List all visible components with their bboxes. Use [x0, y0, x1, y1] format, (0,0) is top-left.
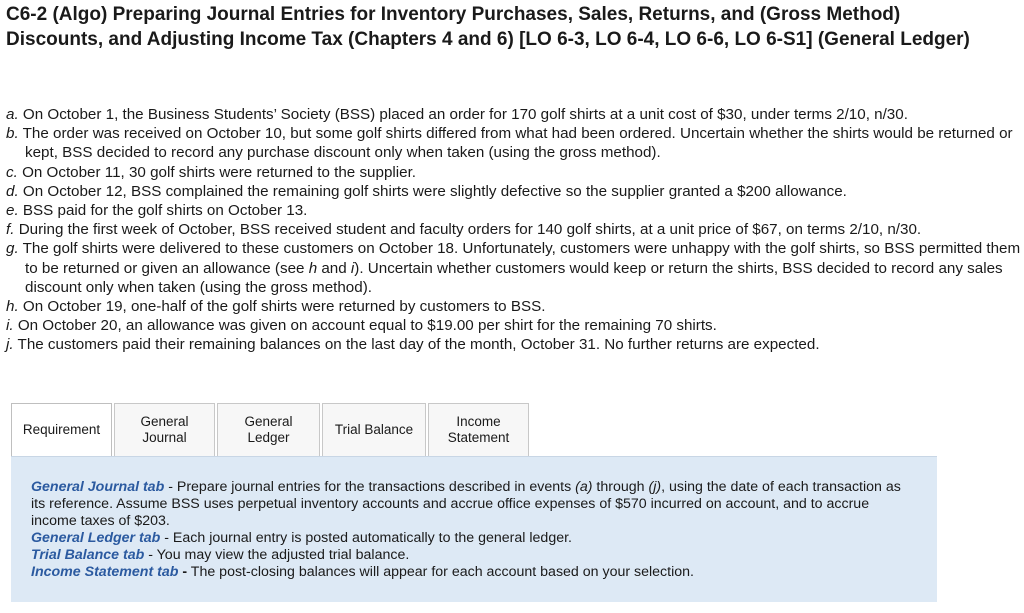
instruction-income-statement	[31, 564, 917, 581]
event-f	[6, 220, 1021, 239]
event-letter: j.	[6, 336, 14, 354]
requirement-panel	[11, 456, 937, 602]
instruction-dash: -	[178, 564, 188, 580]
event-text: The golf shirts were delivered to these customers on October 18. Unfortunately, customers were unhappy with the golf shirts, so BSS permitted them to be returned or given an allowance (see	[22, 240, 1021, 277]
tab-general-ledger[interactable]	[217, 403, 320, 456]
instruction-ref: (j)	[648, 479, 662, 495]
event-letter: d.	[6, 182, 19, 200]
event-letter: b.	[6, 125, 19, 143]
instruction-text: - Each journal entry is posted automatically to the general ledger.	[160, 530, 572, 546]
event-text: The customers paid their remaining balances on the last day of the month, October 31. No further returns are expected.	[17, 336, 820, 354]
event-letter: f.	[6, 221, 15, 239]
event-text: and	[317, 259, 351, 277]
tab-label: Trial Balance	[334, 422, 414, 437]
event-text: On October 1, the Business Students’ Society (BSS) placed an order for 170 golf shirts at a unit cost of $30, under terms 2/10, n/30.	[22, 106, 908, 123]
event-e	[6, 201, 1021, 220]
tab-label: Income Statement	[447, 414, 510, 445]
tab-trial-balance[interactable]	[322, 403, 426, 456]
event-text: ). Uncertain whether customers would keep or return the shirts, BSS decided to record any sales discount only when taken (using the gross method).	[25, 259, 1003, 296]
tab-income-statement[interactable]	[428, 403, 529, 456]
event-g	[6, 239, 1021, 297]
instruction-text: - Prepare journal entries for the transactions described in events	[164, 479, 576, 495]
event-h	[6, 297, 1021, 316]
event-ref: h	[308, 259, 318, 277]
event-d	[6, 182, 1021, 201]
tab-label: General Ledger	[244, 414, 293, 445]
event-letter: h.	[6, 298, 19, 316]
event-text: On October 11, 30 golf shirts were returned to the supplier.	[22, 163, 417, 181]
event-text: On October 19, one-half of the golf shirts were returned by customers to BSS.	[22, 298, 546, 316]
event-letter: g.	[6, 240, 19, 258]
tab-requirement[interactable]	[11, 403, 112, 456]
instruction-keyword: Income Statement tab	[31, 564, 179, 580]
instruction-trial-balance	[31, 547, 917, 564]
page-title: C6-2 (Algo) Preparing Journal Entries for Inventory Purchases, Sales, Returns, and (Gross Method) Discounts, and Adjusting Income Tax (Chapters 4 and 6) [LO 6-3, LO 6-4, LO 6-6, LO 6-S1] (General Ledger)	[6, 4, 970, 50]
event-text: During the first week of October, BSS received student and faculty orders for 140 golf shirts, at a unit price of $67, on terms 2/10, n/30.	[18, 221, 922, 239]
event-letter: a.	[6, 106, 19, 123]
tab-label: Requirement	[22, 422, 101, 437]
event-list	[6, 105, 1021, 355]
event-b	[6, 124, 1021, 162]
instruction-text: , using the date of each transaction as its reference. Assume BSS uses perpetual inventory accounts and accrue office expenses of $570 incurred on account, and to accrue income taxes of $203.	[31, 479, 901, 529]
instruction-text: - You may view the adjusted trial balance.	[144, 547, 410, 563]
instruction-general-ledger	[31, 530, 917, 547]
event-text: The order was received on October 10, but some golf shirts differed from what had been ordered. Uncertain whether the shirts would be returned or kept, BSS decided to record any purchase discount only when taken (using the gross method).	[22, 125, 1013, 162]
event-c	[6, 163, 1021, 182]
event-a	[6, 105, 1021, 124]
event-i	[6, 316, 1021, 335]
instruction-keyword: General Journal tab	[31, 479, 165, 495]
instruction-keyword: General Ledger tab	[31, 530, 161, 546]
instruction-text: The post-closing balances will appear for each account based on your selection.	[187, 564, 694, 580]
instruction-general-journal	[31, 479, 917, 530]
tab-general-journal[interactable]	[114, 403, 215, 456]
tab-label: General Journal	[140, 414, 189, 445]
event-text: BSS paid for the golf shirts on October 13.	[22, 202, 308, 220]
instruction-keyword: Trial Balance tab	[31, 547, 145, 563]
tab-bar	[11, 403, 529, 456]
event-letter: i.	[6, 317, 14, 335]
event-j	[6, 335, 1021, 354]
event-text: On October 12, BSS complained the remaining golf shirts were slightly defective so the supplier granted a $200 allowance.	[22, 182, 847, 200]
instruction-text: through	[592, 479, 649, 495]
event-letter: e.	[6, 202, 19, 220]
instruction-ref: (a)	[575, 479, 593, 495]
event-letter: c.	[6, 163, 18, 181]
event-ref: i	[350, 259, 355, 277]
event-text: On October 20, an allowance was given on account equal to $19.00 per shirt for the remaining 70 shirts.	[17, 317, 717, 335]
